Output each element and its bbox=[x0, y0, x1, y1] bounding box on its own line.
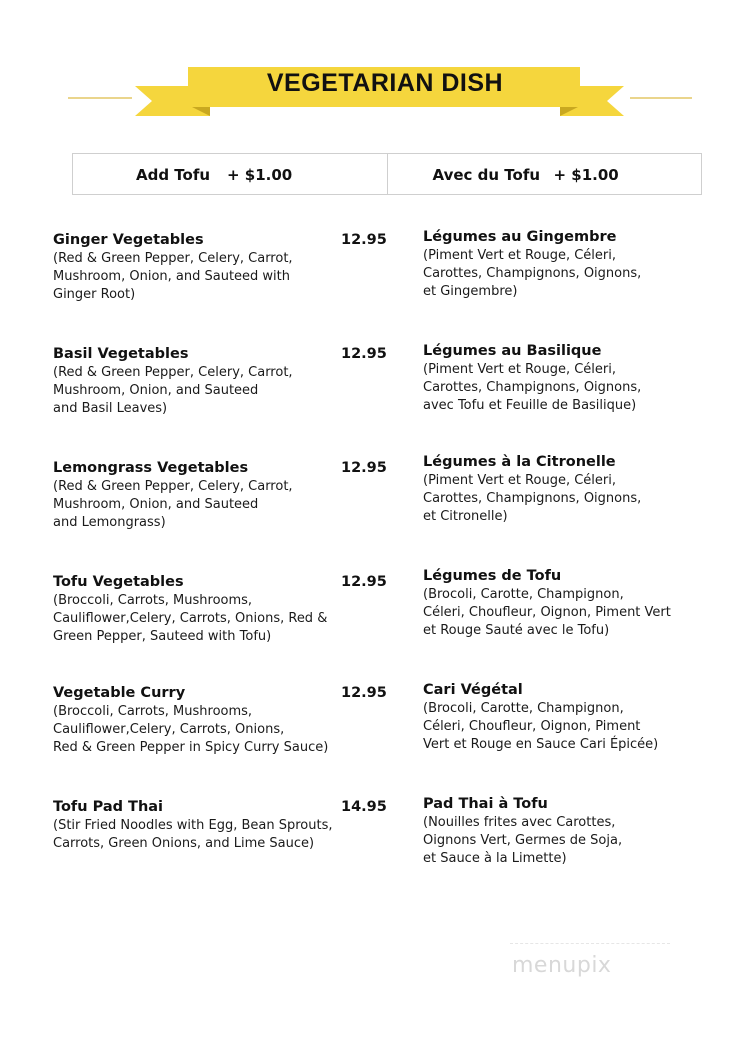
item-description-fr: (Nouilles frites avec Carottes, Oignons Vert, Germes de Soja, et Sauce à la Limette) bbox=[423, 815, 623, 866]
item-name-fr: Pad Thai à Tofu bbox=[423, 796, 548, 812]
header-banner bbox=[0, 60, 744, 120]
item-description-fr: (Piment Vert et Rouge, Céleri, Carottes, Champignons, Oignons, et Gingembre) bbox=[423, 248, 642, 299]
item-description: (Red & Green Pepper, Celery, Carrot, Mushroom, Onion, and Sauteed and Basil Leaves) bbox=[53, 365, 293, 416]
menu-item-en bbox=[53, 459, 293, 532]
item-name-fr: Légumes au Basilique bbox=[423, 343, 602, 359]
item-name: Tofu Vegetables bbox=[53, 574, 184, 590]
add-tofu-en bbox=[73, 154, 387, 194]
menu-item-fr bbox=[423, 795, 622, 868]
item-name: Tofu Pad Thai bbox=[53, 799, 164, 815]
item-description-fr: (Piment Vert et Rouge, Céleri, Carottes, Champignons, Oignons, et Citronelle) bbox=[423, 473, 642, 524]
item-name: Vegetable Curry bbox=[53, 685, 186, 701]
menu-item-en bbox=[53, 345, 293, 418]
item-name-fr: Cari Végétal bbox=[423, 682, 523, 698]
item-name-fr: Légumes à la Citronelle bbox=[423, 454, 616, 470]
item-description: (Stir Fried Noodles with Egg, Bean Sprouts, Carrots, Green Onions, and Lime Sauce) bbox=[53, 818, 333, 851]
add-tofu-box bbox=[72, 153, 702, 195]
menu-item-fr bbox=[423, 681, 658, 754]
item-name: Ginger Vegetables bbox=[53, 232, 204, 248]
item-name: Lemongrass Vegetables bbox=[53, 460, 249, 476]
item-price: 12.95 bbox=[341, 574, 387, 590]
menu-item-en bbox=[53, 231, 293, 304]
item-price: 12.95 bbox=[341, 232, 387, 248]
item-description-fr: (Brocoli, Carotte, Champignon, Céleri, Choufleur, Oignon, Piment Vert et Rouge Sauté avec le Tofu) bbox=[423, 587, 671, 638]
avec-tofu-price: + $1.00 bbox=[553, 166, 619, 184]
avec-tofu-label: Avec du Tofu bbox=[432, 166, 541, 184]
menu-item-en bbox=[53, 798, 333, 853]
item-description: (Red & Green Pepper, Celery, Carrot, Mushroom, Onion, and Sauteed and Lemongrass) bbox=[53, 479, 293, 530]
item-price: 12.95 bbox=[341, 460, 387, 476]
item-price: 12.95 bbox=[341, 685, 387, 701]
item-name-fr: Légumes au Gingembre bbox=[423, 229, 617, 245]
watermark-logo: menupix bbox=[512, 953, 612, 978]
item-name: Basil Vegetables bbox=[53, 346, 189, 362]
add-tofu-price: + $1.00 bbox=[227, 166, 293, 184]
menu-item-fr bbox=[423, 228, 641, 301]
menu-item-en bbox=[53, 684, 328, 757]
item-price: 12.95 bbox=[341, 346, 387, 362]
item-price: 14.95 bbox=[341, 799, 387, 815]
watermark-rule bbox=[510, 943, 670, 944]
menu-item-fr bbox=[423, 453, 641, 526]
item-description-fr: (Brocoli, Carotte, Champignon, Céleri, Choufleur, Oignon, Piment Vert et Rouge en Sauce Cari Épicée) bbox=[423, 701, 659, 752]
item-description: (Broccoli, Carrots, Mushrooms, Cauliflower,Celery, Carrots, Onions, Red & Green Pepper, Sauteed with Tofu) bbox=[53, 593, 328, 644]
menu-item-fr bbox=[423, 342, 641, 415]
item-name-fr: Légumes de Tofu bbox=[423, 568, 562, 584]
item-description: (Broccoli, Carrots, Mushrooms, Cauliflower,Celery, Carrots, Onions, Red & Green Pepper in Spicy Curry Sauce) bbox=[53, 704, 329, 755]
add-tofu-fr bbox=[387, 154, 702, 194]
item-description: (Red & Green Pepper, Celery, Carrot, Mushroom, Onion, and Sauteed with Ginger Root) bbox=[53, 251, 293, 302]
page-title: VEGETARIAN DISH bbox=[266, 69, 504, 97]
item-description-fr: (Piment Vert et Rouge, Céleri, Carottes, Champignons, Oignons, avec Tofu et Feuille de Basilique) bbox=[423, 362, 642, 413]
add-tofu-label: Add Tofu bbox=[136, 166, 211, 184]
menu-item-fr bbox=[423, 567, 671, 640]
menu-item-en bbox=[53, 573, 327, 646]
